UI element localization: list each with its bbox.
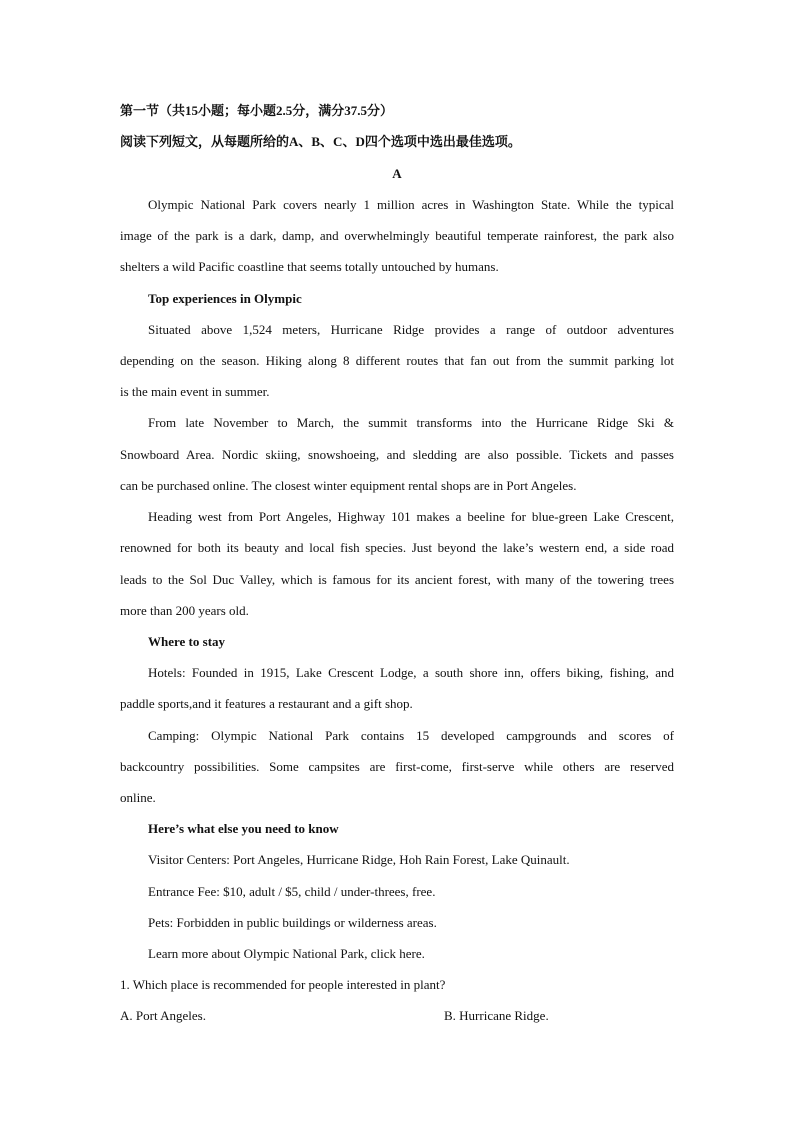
- option-b: B. Hurricane Ridge.: [444, 1008, 549, 1023]
- paragraph-line: backcountry possibilities. Some campsites are first-come, first-serve while others are reserved: [120, 759, 674, 774]
- paragraph-line: paddle sports,and it features a restaurant and a gift shop.: [120, 696, 413, 711]
- question-1-stem: 1. Which place is recommended for people interested in plant?: [120, 977, 446, 992]
- subheading-need-to-know: Here’s what else you need to know: [148, 821, 339, 836]
- paragraph-line: leads to the Sol Duc Valley, which is famous for its ancient forest, with many of the towering trees: [120, 572, 674, 587]
- paragraph-line: renowned for both its beauty and local fish species. Just beyond the lake’s western end, a side road: [120, 540, 674, 555]
- instructions: 阅读下列短文，从每题所给的A、B、C、D四个选项中选出最佳选项。: [120, 134, 521, 149]
- paragraph-line: Snowboard Area. Nordic skiing, snowshoeing, and sledding are also possible. Tickets and passes: [120, 447, 674, 462]
- subheading-where-to-stay: Where to stay: [148, 634, 226, 649]
- passage-label: A: [392, 166, 402, 181]
- paragraph-line: Situated above 1,524 meters, Hurricane Ridge provides a range of outdoor adventures: [148, 322, 674, 337]
- learn-more-text: Learn more about Olympic National Park, click here.: [148, 946, 425, 961]
- paragraph-line: Hotels: Founded in 1915, Lake Crescent Lodge, a south shore inn, offers biking, fishing, and: [148, 665, 674, 680]
- paragraph-line: more than 200 years old.: [120, 603, 249, 618]
- paragraph-line: Camping: Olympic National Park contains 15 developed campgrounds and scores of: [148, 728, 674, 743]
- paragraph-line: From late November to March, the summit transforms into the Hurricane Ridge Ski &: [148, 415, 674, 430]
- paragraph-line: Olympic National Park covers nearly 1 million acres in Washington State. While the typical: [148, 197, 674, 212]
- paragraph-line: online.: [120, 790, 156, 805]
- paragraph-line: image of the park is a dark, damp, and overwhelmingly beautiful temperate rainforest, the park also: [120, 228, 674, 243]
- paragraph-line: Heading west from Port Angeles, Highway 101 makes a beeline for blue-green Lake Crescent,: [148, 509, 674, 524]
- option-a: A. Port Angeles.: [120, 1008, 206, 1023]
- visitor-centers: Visitor Centers: Port Angeles, Hurricane Ridge, Hoh Rain Forest, Lake Quinault.: [148, 852, 570, 867]
- paragraph-line: shelters a wild Pacific coastline that seems totally untouched by humans.: [120, 259, 499, 274]
- paragraph-line: depending on the season. Hiking along 8 different routes that fan out from the summit parking lot: [120, 353, 674, 368]
- paragraph-line: is the main event in summer.: [120, 384, 270, 399]
- section-heading: 第一节（共15小题；每小题2.5分，满分37.5分）: [120, 103, 394, 118]
- subheading-top-experiences: Top experiences in Olympic: [148, 291, 302, 306]
- paragraph-line: can be purchased online. The closest winter equipment rental shops are in Port Angeles.: [120, 478, 577, 493]
- entrance-fee: Entrance Fee: $10, adult / $5, child / under-threes, free.: [148, 884, 436, 899]
- pets-rule: Pets: Forbidden in public buildings or wilderness areas.: [148, 915, 437, 930]
